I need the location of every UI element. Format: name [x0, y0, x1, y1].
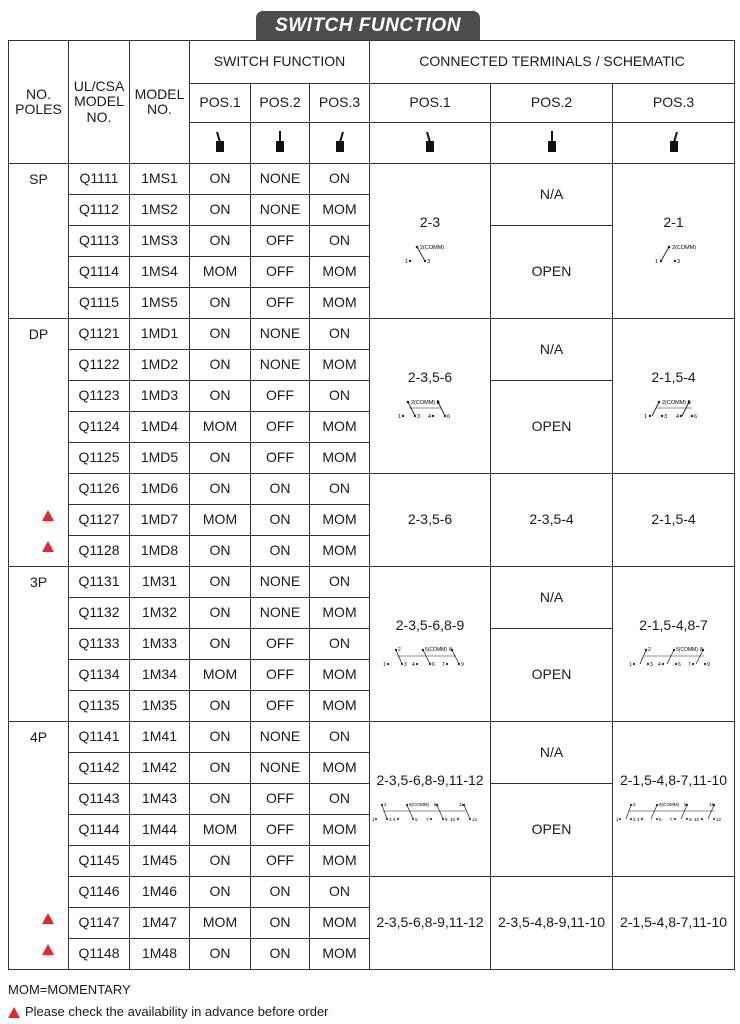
header-sf-pos2: POS.2 [251, 84, 310, 123]
pos1-cell: ON [190, 536, 251, 567]
svg-text:10: 10 [693, 816, 699, 822]
svg-text:3: 3 [389, 816, 392, 822]
svg-text:11: 11 [459, 801, 464, 807]
svg-text:11: 11 [708, 801, 714, 807]
ul-model-cell: Q1141 [69, 722, 130, 753]
pos3-cell: MOM [310, 691, 370, 722]
warning-triangle-icon [8, 1007, 20, 1018]
ul-model-cell: Q1127 [69, 505, 130, 536]
toggle-pos2-icon [251, 123, 310, 164]
conn-pos2-cell: OPEN [491, 226, 613, 319]
pos1-cell: ON [190, 846, 251, 877]
svg-text:12: 12 [472, 816, 478, 822]
svg-text:10: 10 [450, 816, 456, 822]
ul-model-cell: Q1114 [69, 257, 130, 288]
warning-triangle-icon [42, 913, 54, 924]
pos3-cell: MOM [310, 288, 370, 319]
pos2-cell: NONE [251, 319, 310, 350]
svg-text:6: 6 [447, 413, 451, 420]
svg-text:8: 8 [683, 801, 687, 807]
conn-pos1-cell: 2-3,5-6 [370, 474, 491, 567]
conn-pos2-cell: 2-3,5-4 [491, 474, 613, 567]
svg-text:2: 2 [398, 646, 401, 653]
pos3-cell: MOM [310, 753, 370, 784]
conn-pos3-cell: 2-1 2(COMM) 1 3 [613, 164, 735, 319]
svg-text:3: 3 [417, 413, 421, 420]
pos1-cell: ON [190, 691, 251, 722]
svg-text:6: 6 [658, 816, 662, 822]
model-cell: 1MS4 [130, 257, 190, 288]
svg-text:4: 4 [428, 413, 432, 420]
svg-text:6: 6 [693, 413, 697, 420]
svg-text:3: 3 [427, 258, 431, 265]
svg-text:3: 3 [649, 661, 653, 668]
svg-text:4: 4 [412, 661, 415, 668]
header-no-poles: NO. POLES [9, 41, 69, 164]
pos1-cell: ON [190, 722, 251, 753]
poles-cell: 4P [9, 722, 69, 970]
svg-text:6: 6 [432, 661, 435, 668]
pos1-cell: ON [190, 567, 251, 598]
ul-model-cell: Q1133 [69, 629, 130, 660]
pos1-cell: ON [190, 629, 251, 660]
ul-model-cell: Q1148 [69, 939, 130, 970]
pos3-cell: ON [310, 722, 370, 753]
pos3-cell: ON [310, 629, 370, 660]
conn-pos2-cell: OPEN [491, 381, 613, 474]
schematic-dp-pos3 [634, 398, 714, 422]
svg-text:2: 2 [632, 801, 636, 807]
conn-pos3-cell: 2-1,5-4 [613, 474, 735, 567]
table-row [9, 164, 735, 195]
svg-text:1: 1 [383, 661, 386, 668]
pos2-cell: ON [251, 536, 310, 567]
svg-text:4: 4 [393, 816, 396, 822]
toggle-pos2-icon [491, 123, 613, 164]
svg-text:5(COMM): 5(COMM) [425, 646, 447, 653]
ul-model-cell: Q1111 [69, 164, 130, 195]
ul-model-cell: Q1126 [69, 474, 130, 505]
ul-model-cell: Q1132 [69, 598, 130, 629]
pos1-cell: ON [190, 877, 251, 908]
conn-pos1-cell: 2-3,5-6,8-9 2 5(COMM) 8 1 3 4 6 7 9 [370, 567, 491, 722]
pos2-cell: NONE [251, 195, 310, 226]
conn-pos2-cell: N/A [491, 319, 613, 381]
header-sf-pos3: POS.3 [310, 84, 370, 123]
model-cell: 1MS2 [130, 195, 190, 226]
model-cell: 1MS5 [130, 288, 190, 319]
pos3-cell: MOM [310, 443, 370, 474]
pos1-cell: MOM [190, 908, 251, 939]
svg-text:4: 4 [636, 816, 640, 822]
ul-model-cell: Q1125 [69, 443, 130, 474]
svg-text:8: 8 [699, 646, 703, 653]
svg-text:9: 9 [445, 816, 448, 822]
warning-triangle-icon [42, 541, 54, 552]
pos1-cell: ON [190, 753, 251, 784]
conn-pos2-cell: N/A [491, 164, 613, 226]
svg-text:3: 3 [404, 661, 407, 668]
header-connected-terminals: CONNECTED TERMINALS / SCHEMATIC [370, 41, 735, 84]
model-cell: 1M43 [130, 784, 190, 815]
pos3-cell: MOM [310, 257, 370, 288]
svg-text:2: 2 [647, 646, 651, 653]
model-cell: 1MD2 [130, 350, 190, 381]
ul-model-cell: Q1144 [69, 815, 130, 846]
warning-triangle-icon [42, 510, 54, 521]
toggle-pos3-icon [613, 123, 735, 164]
ul-model-cell: Q1113 [69, 226, 130, 257]
pos3-cell: MOM [310, 939, 370, 970]
pos1-cell: ON [190, 443, 251, 474]
svg-text:3: 3 [663, 413, 667, 420]
model-cell: 1M46 [130, 877, 190, 908]
conn-pos2-cell: OPEN [491, 629, 613, 722]
conn-pos2-cell: 2-3,5-4,8-9,11-10 [491, 877, 613, 970]
pos2-cell: OFF [251, 660, 310, 691]
pos3-cell: ON [310, 226, 370, 257]
svg-text:6: 6 [415, 816, 418, 822]
model-cell: 1M47 [130, 908, 190, 939]
svg-text:1: 1 [654, 258, 658, 265]
conn-pos2-cell: N/A [491, 567, 613, 629]
model-cell: 1MS1 [130, 164, 190, 195]
pos2-cell: OFF [251, 815, 310, 846]
schematic-4p-pos1 [371, 801, 489, 825]
pos1-cell: ON [190, 598, 251, 629]
model-cell: 1MD6 [130, 474, 190, 505]
toggle-pos3-icon [310, 123, 370, 164]
pos1-cell: MOM [190, 412, 251, 443]
conn-pos2-cell: N/A [491, 722, 613, 784]
model-cell: 1M32 [130, 598, 190, 629]
pos2-cell: NONE [251, 164, 310, 195]
pos2-cell: OFF [251, 443, 310, 474]
pos1-cell: ON [190, 939, 251, 970]
header-model: MODEL NO. [130, 41, 190, 164]
ul-model-cell: Q1142 [69, 753, 130, 784]
pos2-cell: OFF [251, 257, 310, 288]
svg-text:2(COMM) 5: 2(COMM) 5 [411, 399, 440, 406]
poles-cell: 3P [9, 567, 69, 722]
pos1-cell: ON [190, 350, 251, 381]
pos1-cell: ON [190, 195, 251, 226]
conn-pos3-cell: 2-1,5-4,8-7,11-10 2 5(COMM) 8 11 1 3 4 6 7 9 10 12 [613, 722, 735, 877]
toggle-pos1-icon [370, 123, 491, 164]
svg-text:5(COMM): 5(COMM) [675, 646, 698, 653]
pos2-cell: NONE [251, 567, 310, 598]
model-cell: 1MD7 [130, 505, 190, 536]
ul-model-cell: Q1128 [69, 536, 130, 567]
pos1-cell: ON [190, 784, 251, 815]
ul-model-cell: Q1143 [69, 784, 130, 815]
pos3-cell: MOM [310, 660, 370, 691]
model-cell: 1M33 [130, 629, 190, 660]
pos3-cell: MOM [310, 815, 370, 846]
ul-model-cell: Q1115 [69, 288, 130, 319]
model-cell: 1M42 [130, 753, 190, 784]
schematic-sp-pos1 [395, 243, 465, 267]
pos3-cell: MOM [310, 195, 370, 226]
model-cell: 1MS3 [130, 226, 190, 257]
conn-pos2-cell: OPEN [491, 784, 613, 877]
conn-pos3-cell: 2-1,5-4,8-7,11-10 [613, 877, 735, 970]
pos3-cell: ON [310, 474, 370, 505]
pos3-cell: ON [310, 567, 370, 598]
pos2-cell: OFF [251, 629, 310, 660]
ul-model-cell: Q1123 [69, 381, 130, 412]
pos1-cell: ON [190, 226, 251, 257]
pos3-cell: MOM [310, 350, 370, 381]
svg-text:2(COMM) 5: 2(COMM) 5 [661, 399, 691, 406]
model-cell: 1M31 [130, 567, 190, 598]
conn-pos3-cell: 2-1,5-4 2(COMM) 5 1 3 4 6 [613, 319, 735, 474]
model-cell: 1MD8 [130, 536, 190, 567]
svg-text:1: 1 [405, 258, 409, 265]
pos3-cell: MOM [310, 846, 370, 877]
pos3-cell: ON [310, 784, 370, 815]
svg-text:4: 4 [657, 661, 661, 668]
svg-text:1: 1 [628, 661, 632, 668]
schematic-3p-pos1 [380, 646, 480, 670]
pos2-cell: OFF [251, 288, 310, 319]
svg-text:7: 7 [687, 661, 691, 668]
model-cell: 1M45 [130, 846, 190, 877]
svg-text:5(COMM): 5(COMM) [658, 801, 679, 807]
schematic-4p-pos3 [615, 801, 733, 825]
pos1-cell: ON [190, 381, 251, 412]
pos3-cell: MOM [310, 598, 370, 629]
header-ct-pos3: POS.3 [613, 84, 735, 123]
schematic-3p-pos3 [624, 646, 724, 670]
pos2-cell: OFF [251, 381, 310, 412]
pos2-cell: OFF [251, 846, 310, 877]
pos2-cell: OFF [251, 691, 310, 722]
conn-pos1-cell: 2-3,5-6,8-9,11-12 [370, 877, 491, 970]
pos2-cell: NONE [251, 598, 310, 629]
model-cell: 1M44 [130, 815, 190, 846]
header-sf-pos1: POS.1 [190, 84, 251, 123]
svg-text:3: 3 [676, 258, 680, 265]
pos1-cell: ON [190, 164, 251, 195]
svg-text:9: 9 [706, 661, 710, 668]
pos3-cell: ON [310, 319, 370, 350]
svg-text:6: 6 [677, 661, 681, 668]
pos1-cell: MOM [190, 660, 251, 691]
ul-model-cell: Q1135 [69, 691, 130, 722]
ul-model-cell: Q1122 [69, 350, 130, 381]
svg-text:7: 7 [442, 661, 445, 668]
ul-model-cell: Q1146 [69, 877, 130, 908]
pos2-cell: OFF [251, 412, 310, 443]
pos2-cell: ON [251, 939, 310, 970]
table-row [9, 319, 735, 350]
pos3-cell: ON [310, 381, 370, 412]
pos2-cell: NONE [251, 753, 310, 784]
svg-text:8: 8 [449, 646, 452, 653]
svg-text:8: 8 [434, 801, 437, 807]
svg-text:2(COMM): 2(COMM) [671, 244, 696, 251]
pos1-cell: MOM [190, 815, 251, 846]
poles-cell: DP [9, 319, 69, 567]
model-cell: 1M35 [130, 691, 190, 722]
header-ct-pos2: POS.2 [491, 84, 613, 123]
svg-text:2: 2 [384, 801, 387, 807]
page-title: SWITCH FUNCTION [275, 14, 461, 36]
pos2-cell: ON [251, 877, 310, 908]
model-cell: 1MD3 [130, 381, 190, 412]
table-row [9, 877, 735, 908]
pos1-cell: ON [190, 319, 251, 350]
pos3-cell: MOM [310, 412, 370, 443]
availability-note: Please check the availability in advance before order [8, 1001, 329, 1023]
title-banner [256, 11, 480, 40]
conn-pos3-cell: 2-1,5-4,8-7 2 5(COMM) 8 1 3 4 6 7 9 [613, 567, 735, 722]
ul-model-cell: Q1124 [69, 412, 130, 443]
pos1-cell: MOM [190, 505, 251, 536]
svg-text:9: 9 [461, 661, 464, 668]
schematic-sp-pos3 [639, 243, 709, 267]
ul-model-cell: Q1147 [69, 908, 130, 939]
pos2-cell: NONE [251, 350, 310, 381]
ul-model-cell: Q1134 [69, 660, 130, 691]
ul-model-cell: Q1121 [69, 319, 130, 350]
mom-note: MOM=MOMENTARY [8, 982, 131, 997]
pos3-cell: MOM [310, 505, 370, 536]
model-cell: 1MD4 [130, 412, 190, 443]
svg-text:5(COMM): 5(COMM) [409, 801, 430, 807]
svg-text:1: 1 [615, 816, 619, 822]
svg-text:1: 1 [643, 413, 647, 420]
ul-model-cell: Q1145 [69, 846, 130, 877]
schematic-dp-pos1 [390, 398, 470, 422]
model-cell: 1MD1 [130, 319, 190, 350]
svg-text:4: 4 [675, 413, 679, 420]
poles-cell: SP [9, 164, 69, 319]
footnotes [8, 979, 329, 1023]
warning-triangle-icon [42, 944, 54, 955]
toggle-pos1-icon [190, 123, 251, 164]
header-ul-csa: UL/CSA MODEL NO. [69, 41, 130, 164]
ul-model-cell: Q1112 [69, 195, 130, 226]
table-row [9, 567, 735, 598]
header-ct-pos1: POS.1 [370, 84, 491, 123]
pos1-cell: ON [190, 474, 251, 505]
ul-model-cell: Q1131 [69, 567, 130, 598]
pos3-cell: MOM [310, 536, 370, 567]
conn-pos1-cell: 2-3 2(COMM) 1 3 [370, 164, 491, 319]
model-cell: 1M34 [130, 660, 190, 691]
svg-text:9: 9 [688, 816, 692, 822]
pos1-cell: ON [190, 288, 251, 319]
model-cell: 1M48 [130, 939, 190, 970]
pos2-cell: ON [251, 908, 310, 939]
svg-text:7: 7 [426, 816, 429, 822]
pos2-cell: OFF [251, 226, 310, 257]
model-cell: 1MD5 [130, 443, 190, 474]
table-row [9, 722, 735, 753]
pos3-cell: ON [310, 877, 370, 908]
svg-text:1: 1 [398, 413, 402, 420]
conn-pos1-cell: 2-3,5-6 2(COMM) 5 1 3 4 6 [370, 319, 491, 474]
switch-function-table [8, 40, 735, 970]
header-switch-function: SWITCH FUNCTION [190, 41, 370, 84]
pos2-cell: NONE [251, 722, 310, 753]
pos3-cell: ON [310, 164, 370, 195]
svg-text:3: 3 [632, 816, 636, 822]
pos2-cell: ON [251, 474, 310, 505]
svg-text:12: 12 [715, 816, 721, 822]
pos3-cell: MOM [310, 908, 370, 939]
conn-pos1-cell: 2-3,5-6,8-9,11-12 2 5(COMM) 8 11 1 3 4 6 7 9 10 12 [370, 722, 491, 877]
svg-text:2(COMM): 2(COMM) [420, 244, 445, 251]
pos2-cell: OFF [251, 784, 310, 815]
pos1-cell: MOM [190, 257, 251, 288]
model-cell: 1M41 [130, 722, 190, 753]
svg-text:7: 7 [669, 816, 673, 822]
pos2-cell: ON [251, 505, 310, 536]
table-row [9, 474, 735, 505]
svg-text:1: 1 [372, 816, 375, 822]
